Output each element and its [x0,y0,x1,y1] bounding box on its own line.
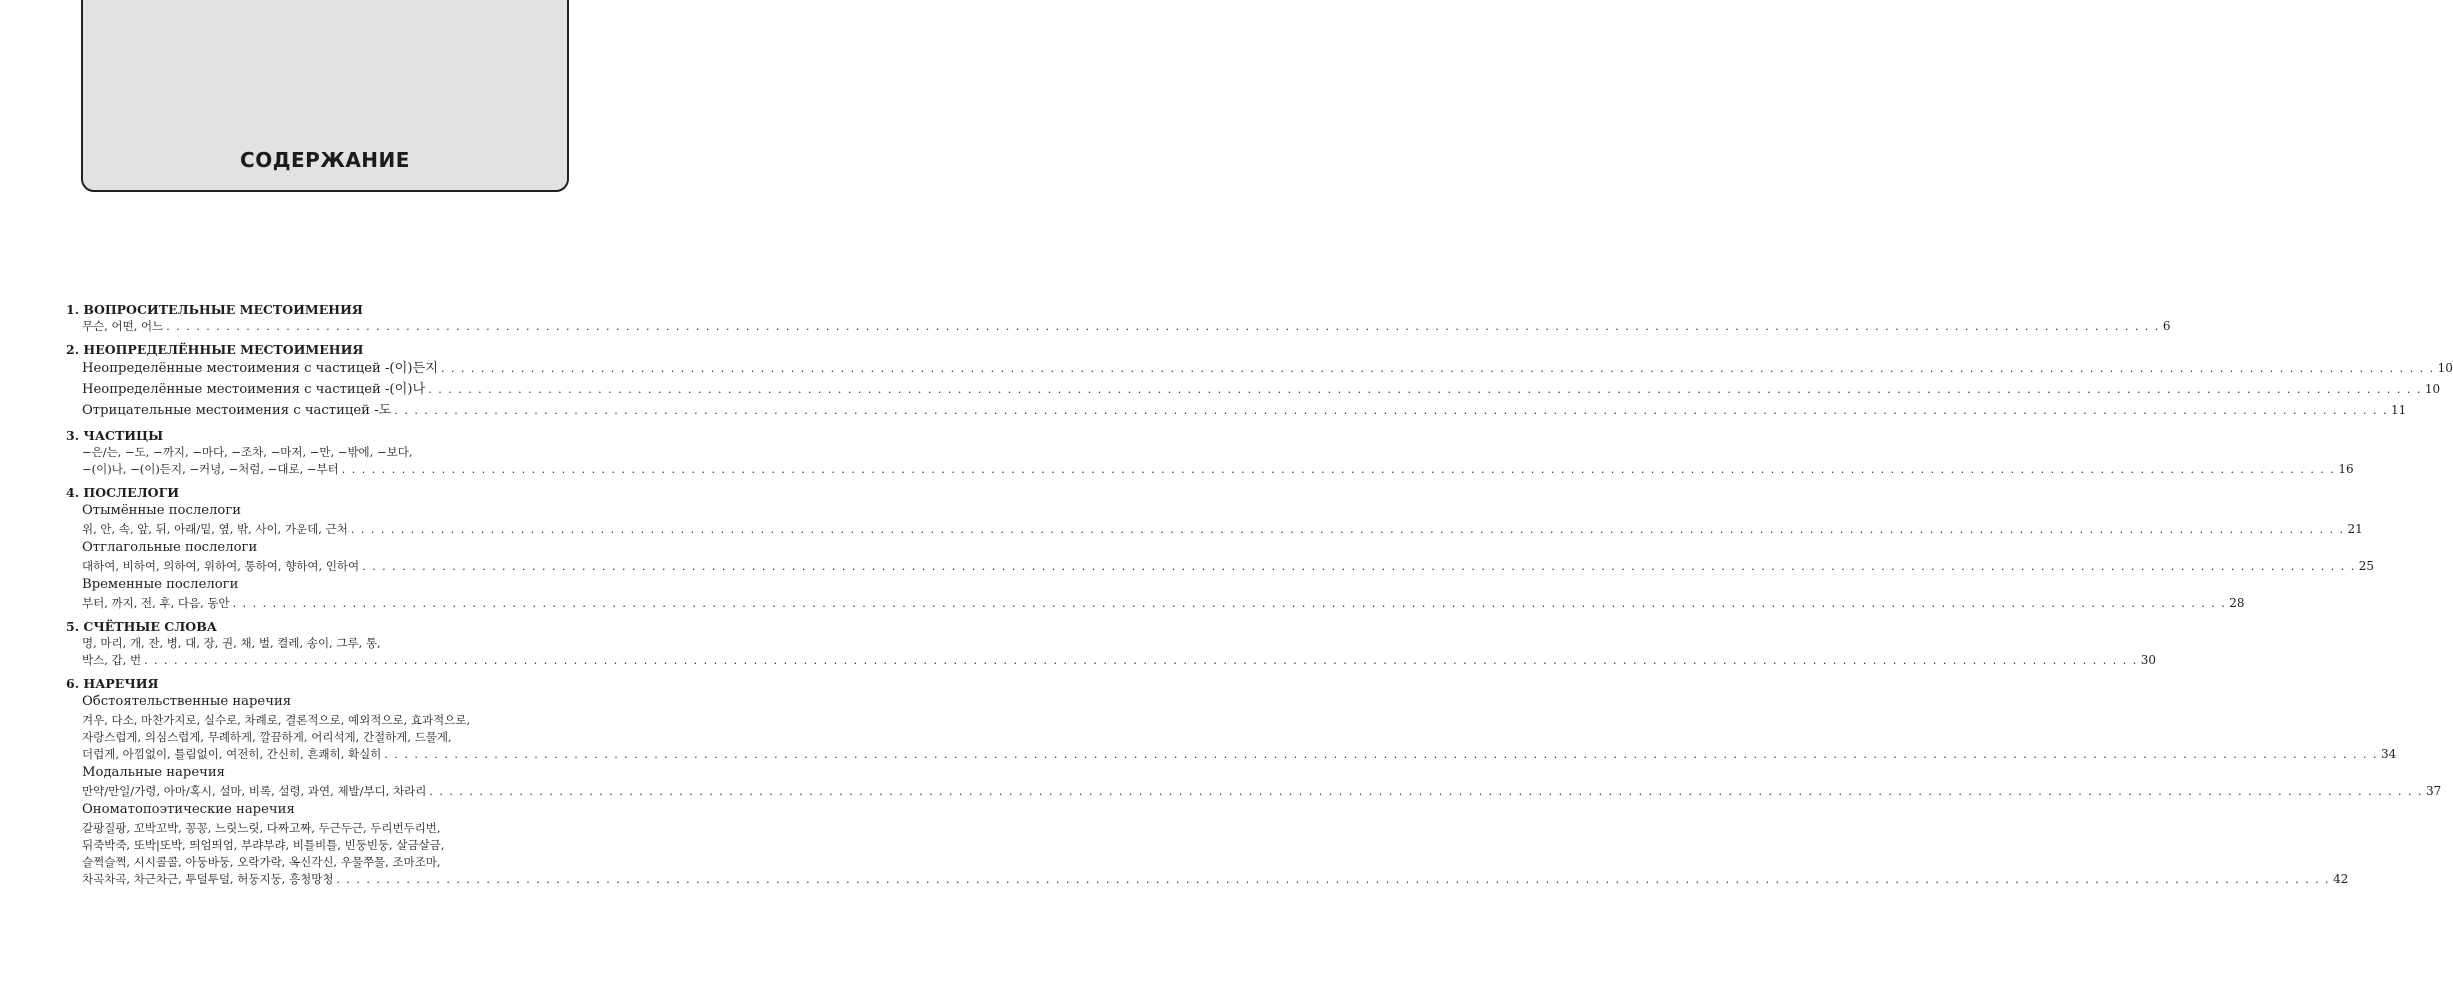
toc-entry-text: −은/는, −도, −까지, −마다, −조차, −마저, −만, −밖에, −보다, [82,445,413,459]
toc-entry[interactable] [66,652,2156,669]
toc-entry[interactable] [66,854,588,871]
toc-section [66,427,2354,478]
toc-entry-text: 갈팡질팡, 꼬박꼬박, 꽁꽁, 느릿느릿, 다짜고짜, 두근두근, 두리번두리번, [82,821,441,835]
toc-page-number: 10 [2437,361,2453,375]
toc-entry-text: 자랑스럽게, 의심스럽게, 무례하게, 깔끔하게, 어리석게, 간절하게, 드물게, [82,730,452,744]
toc-entry[interactable] [66,871,2349,888]
toc-subheading[interactable]: Ономатопоэтические наречия [82,802,295,817]
toc-entry-text: 명, 마리, 개, 잔, 병, 대, 장, 권, 채, 벌, 켤레, 송이, 그루, 통, [82,636,381,650]
dot-leader: . . . . . . . . . . . . . . . . . . . . . . . . . . . . . . . . . . . . . . . . . . . . . . . . . . . . . . . . . . . . . . . . . . . . . . . . . . . . . . . . . . . . . . . . . . . . . . . . . . . . . . . . . . . . . . . . . . . . . . . . . . . . . . . . . . . . . . . . . . . . . . . . . . . . . . . . . . . . . . . . . . . . . . . . . . . . . . . . . . . . . . . . . . . . . . . . . . . . . . . . [341,463,2336,476]
toc-entry-text: 뒤죽박죽, 또박|또박, 띄엄띄엄, 부랴부랴, 비틀비틀, 빈둥빈둥, 살금살금, [82,838,445,852]
toc-section [66,341,2453,421]
toc-subheading[interactable]: Временные послелоги [82,577,239,592]
toc-entry[interactable] [66,595,2245,612]
toc-page-number: 11 [2390,403,2407,417]
toc-entry[interactable] [66,783,2442,800]
toc-entry-text: 무슨, 어떤, 어느 [82,319,164,333]
toc-page-number: 21 [2347,522,2363,536]
toc-entry-text: Неопределённые местоимения с частицей -(이)나 [82,382,426,397]
toc-page-number: 25 [2358,559,2375,573]
toc-entry[interactable] [66,358,2453,379]
toc-entry[interactable] [66,820,588,837]
toc-entry-text: 차곡차곡, 차근차근, 투덜투덜, 허둥지둥, 흥청망청 [82,872,334,886]
toc-entry[interactable] [66,521,2363,538]
toc-subheading[interactable]: Отымённые послелоги [82,503,242,518]
toc-page-number: 10 [2424,382,2441,396]
toc-section-title[interactable]: 2. НЕОПРЕДЕЛЁННЫЕ МЕСТОИМЕНИЯ [66,342,364,357]
toc-entry-text: −(이)나, −(이)든지, −커녕, −처럼, −대로, −부터 [82,462,339,476]
header-box [81,0,569,192]
toc-section [66,618,2156,669]
dot-leader: . . . . . . . . . . . . . . . . . . . . . . . . . . . . . . . . . . . . . . . . . . . . . . . . . . . . . . . . . . . . . . . . . . . . . . . . . . . . . . . . . . . . . . . . . . . . . . . . . . . . . . . . . . . . . . . . . . . . . . . . . . . . . . . . . . . . . . . . . . . . . . . . . . . . . . . . . . . . . . . . . . . . . . . . . . . . . . . . . . . . . . . . . . . . . . . . . . . . . . . . [350,523,2345,536]
toc-section-title[interactable]: 6. НАРЕЧИЯ [66,676,159,691]
toc-entry[interactable] [66,635,588,652]
toc-subheading[interactable]: Обстоятельственные наречия [82,694,292,709]
toc-section-title[interactable]: 1. ВОПРОСИТЕЛЬНЫЕ МЕСТОИМЕНИЯ [66,302,363,317]
toc-section [66,484,2375,612]
toc-entry-text: 슬쩍슬쩍, 시시콜콜, 아둥바둥, 오락가락, 옥신각신, 우물쭈물, 조마조마, [82,855,441,869]
toc-subheading[interactable]: Модальные наречия [82,765,225,780]
toc-subheading[interactable]: Отглагольные послелоги [82,540,258,555]
toc-entry[interactable] [66,318,2171,335]
dot-leader: . . . . . . . . . . . . . . . . . . . . . . . . . . . . . . . . . . . . . . . . . . . . . . . . . . . . . . . . . . . . . . . . . . . . . . . . . . . . . . . . . . . . . . . . . . . . . . . . . . . . . . . . . . . . . . . . . . . . . . . . . . . . . . . . . . . . . . . . . . . . . . . . . . . . . . . . . . . . . . . . . . . . . . . . . . . . . . . . . . . . . . . . . . . . . . . . . . . . . . . . [362,560,2356,573]
dot-leader: . . . . . . . . . . . . . . . . . . . . . . . . . . . . . . . . . . . . . . . . . . . . . . . . . . . . . . . . . . . . . . . . . . . . . . . . . . . . . . . . . . . . . . . . . . . . . . . . . . . . . . . . . . . . . . . . . . . . . . . . . . . . . . . . . . . . . . . . . . . . . . . . . . . . . . . . . . . . . . . . . . . . . . . . . . . . . . . . . . . . . . . . . . . . . . . . . . . . . . . . [428,383,2422,396]
toc-entry-text: 위, 안, 속, 앞, 뒤, 아래/밑, 옆, 밖, 사이, 가운데, 근처 [82,522,348,536]
table-of-contents [66,301,2453,894]
toc-entry[interactable] [66,837,588,854]
toc-entry-text: 겨우, 다소, 마찬가지로, 실수로, 차례로, 결론적으로, 예외적으로, 효과적으로, [82,713,471,727]
toc-entry-text: 만약/만일/가령, 아마/혹시, 설마, 비록, 설령, 과연, 제발/부디, 차라리 [82,784,427,798]
toc-entry[interactable] [66,746,2397,763]
toc-page-number: 42 [2333,872,2349,886]
toc-entry-text: Отрицательные местоимения с частицей -도 [82,403,392,418]
toc-entry[interactable] [66,461,2354,478]
toc-page-number: 28 [2229,596,2245,610]
toc-section-title[interactable]: 3. ЧАСТИЦЫ [66,428,164,443]
toc-entry-text: 박스, 갑, 번 [82,653,142,667]
toc-section [66,301,2171,335]
dot-leader: . . . . . . . . . . . . . . . . . . . . . . . . . . . . . . . . . . . . . . . . . . . . . . . . . . . . . . . . . . . . . . . . . . . . . . . . . . . . . . . . . . . . . . . . . . . . . . . . . . . . . . . . . . . . . . . . . . . . . . . . . . . . . . . . . . . . . . . . . . . . . . . . . . . . . . . . . . . . . . . . . . . . . . . . . . . . . . . . . . . . . . . . . . . . . . . . . . . . . . . . [440,362,2435,375]
dot-leader: . . . . . . . . . . . . . . . . . . . . . . . . . . . . . . . . . . . . . . . . . . . . . . . . . . . . . . . . . . . . . . . . . . . . . . . . . . . . . . . . . . . . . . . . . . . . . . . . . . . . . . . . . . . . . . . . . . . . . . . . . . . . . . . . . . . . . . . . . . . . . . . . . . . . . . . . . . . . . . . . . . . . . . . . . . . . . . . . . . . . . . . . . . . . . . . . . . . . . . . . [336,873,2331,886]
toc-entry-text: Неопределённые местоимения с частицей -(이)든지 [82,361,438,376]
toc-page-number: 37 [2426,784,2442,798]
toc-entry[interactable] [66,379,2441,400]
dot-leader: . . . . . . . . . . . . . . . . . . . . . . . . . . . . . . . . . . . . . . . . . . . . . . . . . . . . . . . . . . . . . . . . . . . . . . . . . . . . . . . . . . . . . . . . . . . . . . . . . . . . . . . . . . . . . . . . . . . . . . . . . . . . . . . . . . . . . . . . . . . . . . . . . . . . . . . . . . . . . . . . . . . . . . . . . . . . . . . . . . . . . . . . . . . . . . . . . . . . . . . . [232,597,2227,610]
toc-section [66,675,2442,888]
dot-leader: . . . . . . . . . . . . . . . . . . . . . . . . . . . . . . . . . . . . . . . . . . . . . . . . . . . . . . . . . . . . . . . . . . . . . . . . . . . . . . . . . . . . . . . . . . . . . . . . . . . . . . . . . . . . . . . . . . . . . . . . . . . . . . . . . . . . . . . . . . . . . . . . . . . . . . . . . . . . . . . . . . . . . . . . . . . . . . . . . . . . . . . . . . . . . . . . . . . . . . . . [166,320,2160,333]
toc-page-number: 30 [2140,653,2156,667]
page-title: СОДЕРЖАНИЕ [240,148,410,172]
toc-page-number: 34 [2381,747,2397,761]
toc-page-number: 6 [2162,319,2171,333]
toc-section-title[interactable]: 5. СЧЁТНЫЕ СЛОВА [66,619,217,634]
toc-entry-text: 부터, 까지, 전, 후, 다음, 동안 [82,596,230,610]
dot-leader: . . . . . . . . . . . . . . . . . . . . . . . . . . . . . . . . . . . . . . . . . . . . . . . . . . . . . . . . . . . . . . . . . . . . . . . . . . . . . . . . . . . . . . . . . . . . . . . . . . . . . . . . . . . . . . . . . . . . . . . . . . . . . . . . . . . . . . . . . . . . . . . . . . . . . . . . . . . . . . . . . . . . . . . . . . . . . . . . . . . . . . . . . . . . . . . . . . . . . . . . [394,404,2388,417]
toc-entry[interactable] [66,729,588,746]
toc-entry[interactable] [66,400,2407,421]
toc-entry-text: 더럽게, 아낌없이, 틀림없이, 여전히, 간신히, 흔쾌히, 확실히 [82,747,382,761]
toc-section-title[interactable]: 4. ПОСЛЕЛОГИ [66,485,180,500]
toc-entry[interactable] [66,558,2375,575]
toc-entry-text: 대하여, 비하여, 의하여, 위하여, 통하여, 향하여, 인하여 [82,559,360,573]
dot-leader: . . . . . . . . . . . . . . . . . . . . . . . . . . . . . . . . . . . . . . . . . . . . . . . . . . . . . . . . . . . . . . . . . . . . . . . . . . . . . . . . . . . . . . . . . . . . . . . . . . . . . . . . . . . . . . . . . . . . . . . . . . . . . . . . . . . . . . . . . . . . . . . . . . . . . . . . . . . . . . . . . . . . . . . . . . . . . . . . . . . . . . . . . . . . . . . . . . . . . . . . [144,654,2138,667]
dot-leader: . . . . . . . . . . . . . . . . . . . . . . . . . . . . . . . . . . . . . . . . . . . . . . . . . . . . . . . . . . . . . . . . . . . . . . . . . . . . . . . . . . . . . . . . . . . . . . . . . . . . . . . . . . . . . . . . . . . . . . . . . . . . . . . . . . . . . . . . . . . . . . . . . . . . . . . . . . . . . . . . . . . . . . . . . . . . . . . . . . . . . . . . . . . . . . . . . . . . . . . . [384,748,2379,761]
dot-leader: . . . . . . . . . . . . . . . . . . . . . . . . . . . . . . . . . . . . . . . . . . . . . . . . . . . . . . . . . . . . . . . . . . . . . . . . . . . . . . . . . . . . . . . . . . . . . . . . . . . . . . . . . . . . . . . . . . . . . . . . . . . . . . . . . . . . . . . . . . . . . . . . . . . . . . . . . . . . . . . . . . . . . . . . . . . . . . . . . . . . . . . . . . . . . . . . . . . . . . . . [429,785,2424,798]
toc-entry[interactable] [66,444,588,461]
toc-entry[interactable] [66,712,588,729]
toc-page-number: 16 [2338,462,2354,476]
